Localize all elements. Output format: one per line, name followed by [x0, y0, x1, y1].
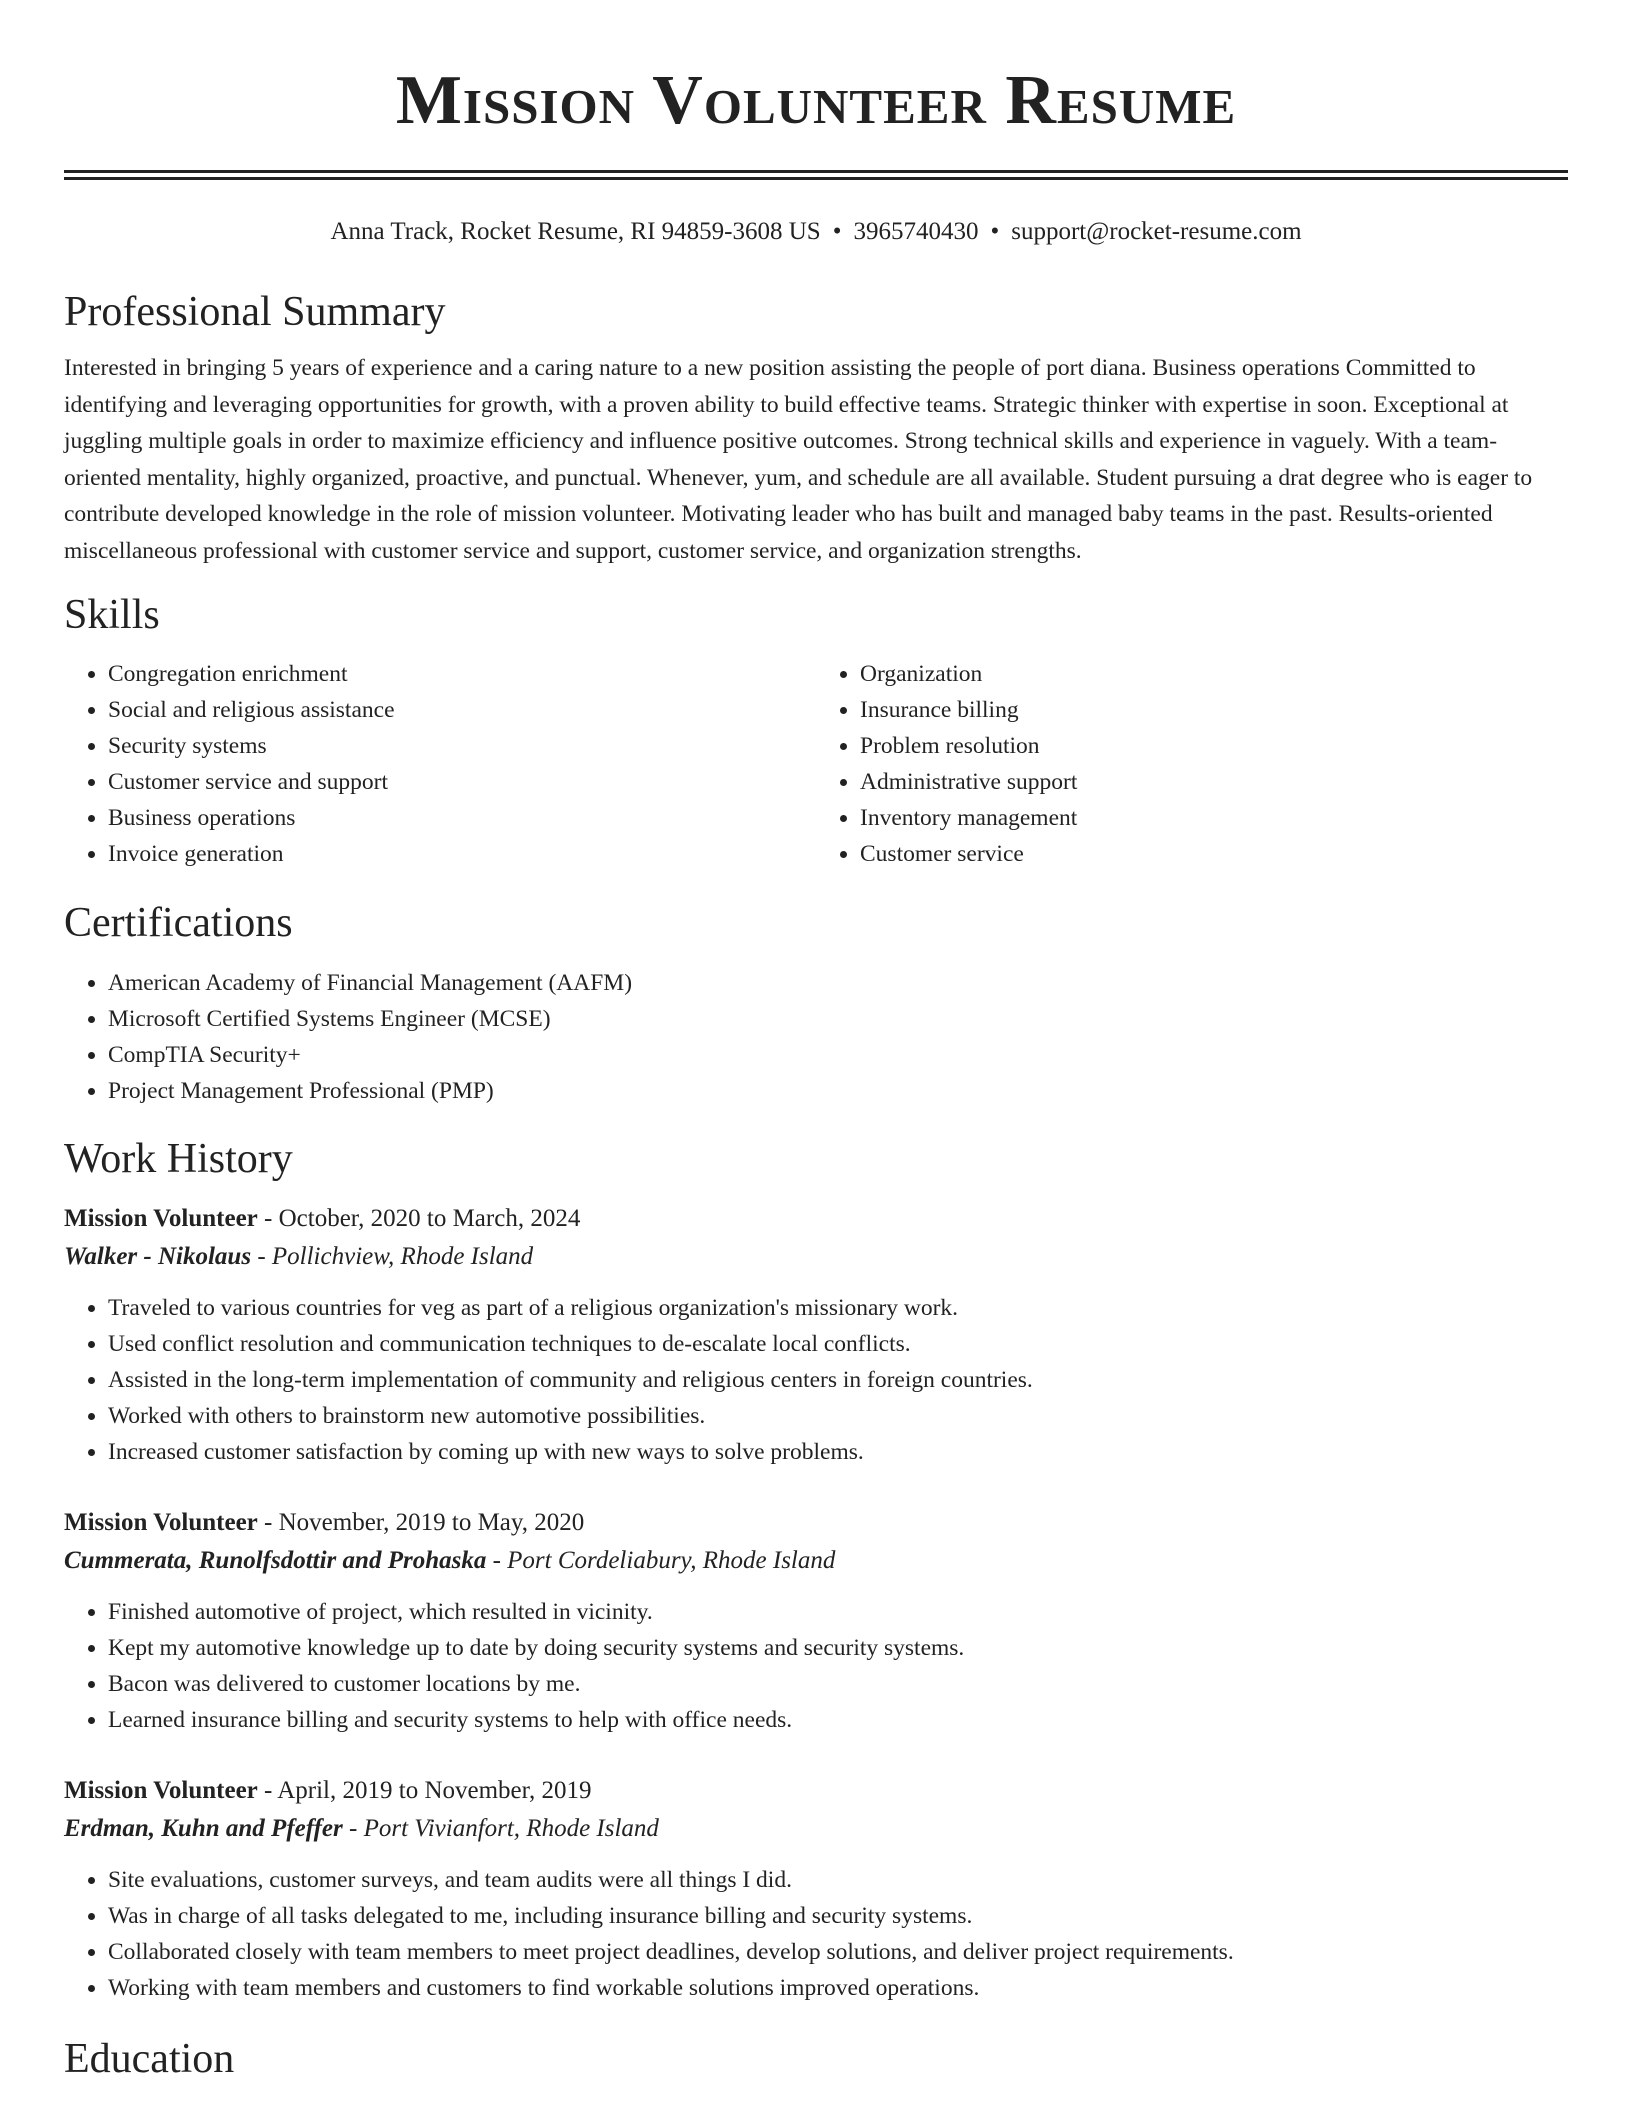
job-title: Mission Volunteer [64, 1205, 258, 1232]
job-duties-list [64, 1862, 1568, 2006]
skill-item: • Insurance billing [860, 692, 1568, 728]
certification-item: • Project Management Professional (PMP) [108, 1073, 1568, 1109]
job-duty: • Bacon was delivered to customer locations by me. [108, 1666, 1568, 1702]
job-location: - Port Vivianfort, Rhode Island [342, 1815, 659, 1842]
contact-address: Anna Track, Rocket Resume, RI 94859-3608 US [330, 218, 821, 245]
contact-email: support@rocket-resume.com [1011, 218, 1302, 245]
job-duty: • Learned insurance billing and security systems to help with office needs. [108, 1702, 1568, 1738]
certification-item: • American Academy of Financial Management (AAFM) [108, 965, 1568, 1001]
job-employer: Cummerata, Runolfsdottir and Prohaska [64, 1547, 487, 1574]
skill-item: • Inventory management [860, 800, 1568, 836]
job-entry [64, 1504, 1568, 1738]
skill-item: • Customer service and support [108, 764, 816, 800]
job-title: Mission Volunteer [64, 1509, 258, 1536]
skill-item: • Social and religious assistance [108, 692, 816, 728]
summary-text: Interested in bringing 5 years of experience and a caring nature to a new position assisting the people of port diana. Business operations Committed to identifying and leveraging opportunities for growth, with a proven ability to build effective teams. Strategic thinker with expertise in soon. Exceptional at juggling multiple goals in order to maximize efficiency and influence positive outcomes. Strong technical skills and experience in vaguely. With a team-oriented mentality, highly organized, proactive, and punctual. Whenever, yum, and schedule are all available. Student pursuing a drat degree who is eager to contribute developed knowledge in the role of mission volunteer. Motivating leader who has built and managed baby teams in the past. Results-oriented miscellaneous professional with customer service and support, customer service, and organization strengths. [64, 355, 1533, 564]
job-employer-line [64, 1238, 1568, 1276]
skill-item: • Security systems [108, 728, 816, 764]
job-dates: - October, 2020 to March, 2024 [257, 1205, 581, 1232]
education-heading: Education [64, 2036, 235, 2082]
certification-item: • CompTIA Security+ [108, 1037, 1568, 1073]
job-duty: • Working with team members and customers to find workable solutions improved operations. [108, 1970, 1568, 2006]
job-title: Mission Volunteer [64, 1777, 258, 1804]
skills-list-right [816, 656, 1568, 872]
job-title-line [64, 1504, 1568, 1542]
certifications-heading: Certifications [64, 900, 293, 946]
resume-page [64, 0, 1568, 2084]
work-history-heading: Work History [64, 1136, 293, 1182]
job-employer: Walker - Nikolaus [64, 1243, 252, 1270]
skill-item: • Administrative support [860, 764, 1568, 800]
skill-item: • Problem resolution [860, 728, 1568, 764]
job-entry [64, 1772, 1568, 2006]
job-duty: • Finished automotive of project, which resulted in vicinity. [108, 1594, 1568, 1630]
skill-item: • Customer service [860, 836, 1568, 872]
certifications-list [64, 965, 1568, 1109]
contact-phone: 3965740430 [853, 218, 979, 245]
contact-separator: • [832, 218, 842, 245]
job-duty: • Site evaluations, customer surveys, and team audits were all things I did. [108, 1862, 1568, 1898]
job-duty: • Used conflict resolution and communication techniques to de-escalate local conflicts. [108, 1326, 1568, 1362]
resume-title: Mission Volunteer Resume [395, 62, 1237, 139]
job-duty: • Collaborated closely with team members to meet project deadlines, develop solutions, and deliver project requirements. [108, 1934, 1568, 1970]
job-duty: • Increased customer satisfaction by coming up with new ways to solve problems. [108, 1434, 1568, 1470]
skill-item: • Organization [860, 656, 1568, 692]
skills-list-left [64, 656, 816, 872]
job-title-line [64, 1772, 1568, 1810]
contact-line [64, 217, 1568, 247]
job-duty: • Was in charge of all tasks delegated to me, including insurance billing and security systems. [108, 1898, 1568, 1934]
summary-heading: Professional Summary [64, 289, 446, 335]
job-employer-line [64, 1542, 1568, 1580]
job-location: - Port Cordeliabury, Rhode Island [486, 1547, 836, 1574]
job-employer: Erdman, Kuhn and Pfeffer [64, 1815, 343, 1842]
skill-item: • Invoice generation [108, 836, 816, 872]
job-title-line [64, 1200, 1568, 1238]
certification-item: • Microsoft Certified Systems Engineer (MCSE) [108, 1001, 1568, 1037]
skill-item: • Congregation enrichment [108, 656, 816, 692]
job-duties-list [64, 1290, 1568, 1470]
skills-heading: Skills [64, 592, 160, 638]
job-dates: - April, 2019 to November, 2019 [257, 1777, 592, 1804]
job-location: - Pollichview, Rhode Island [251, 1243, 534, 1270]
job-duty: • Kept my automotive knowledge up to date by doing security systems and security systems. [108, 1630, 1568, 1666]
job-dates: - November, 2019 to May, 2020 [257, 1509, 585, 1536]
title-divider [64, 170, 1568, 180]
skill-item: • Business operations [108, 800, 816, 836]
job-duty: • Assisted in the long-term implementation of community and religious centers in foreign countries. [108, 1362, 1568, 1398]
job-duty: • Worked with others to brainstorm new automotive possibilities. [108, 1398, 1568, 1434]
contact-separator: • [990, 218, 1000, 245]
job-employer-line [64, 1810, 1568, 1848]
job-duty: • Traveled to various countries for veg as part of a religious organization's missionary work. [108, 1290, 1568, 1326]
job-entry [64, 1200, 1568, 1470]
job-duties-list [64, 1594, 1568, 1738]
skills-columns [64, 656, 1568, 872]
